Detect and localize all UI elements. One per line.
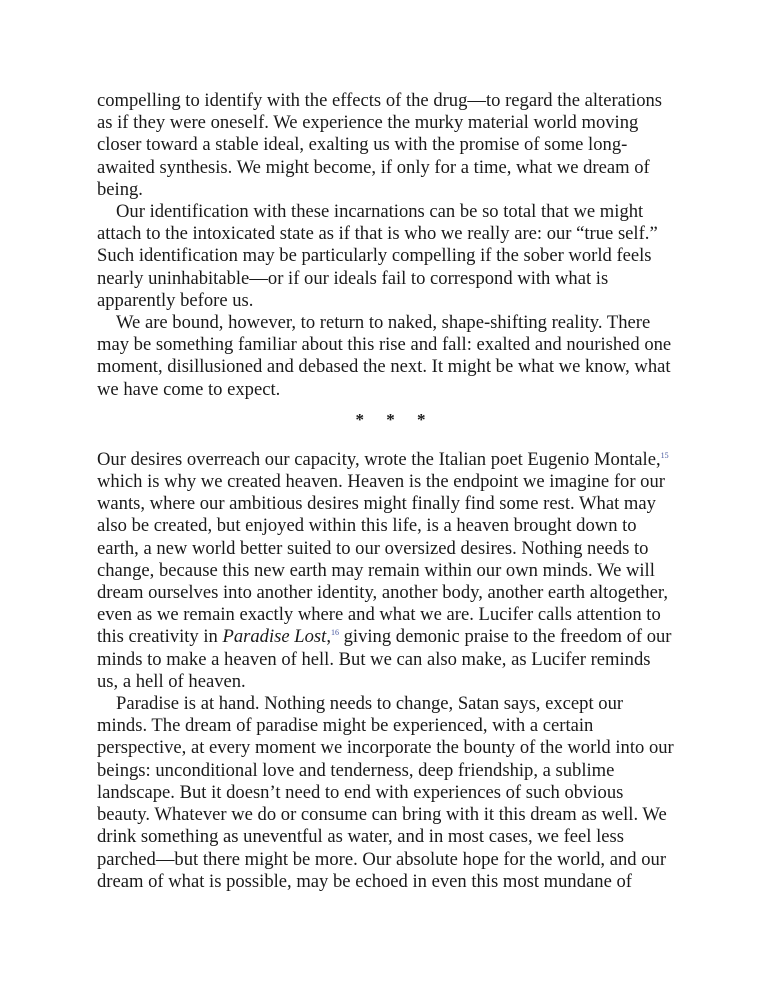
paragraph-3: We are bound, however, to return to naked, shape-shifting reality. There may be something familiar about this rise and fall: exalted and nourished one moment, disillusioned and debased the next. It might be what we know, what we have come to expect. — [97, 312, 672, 400]
paragraph-4-comma: , — [326, 626, 331, 648]
paragraph-4-text-a: Our desires overreach our capacity, wrote the Italian poet Eugenio Montale, — [97, 448, 661, 470]
section-separator: * * * — [355, 409, 435, 429]
paragraph-4-text-b: which is why we created heaven. Heaven is the endpoint we imagine for our wants, where our ambitious desires might finally find some rest. What may also be created, but enjoyed within this life, is a heaven brought down to earth, a new world better suited to our oversized desires. Nothing needs to change, because this new earth may remain within our own minds. We will dream ourselves into another identity, another body, another earth altogether, even as we remain exactly where and what we are. Lucifer calls attention to this creativity in — [97, 471, 668, 648]
paragraph-5: Paradise is at hand. Nothing needs to change, Satan says, except our minds. The dream of paradise might be experienced, with a certain perspective, at every moment we incorporate the bounty of the world into our beings: unconditional love and tenderness, deep friendship, a sublime landscape. But it doesn’t need to end with experiences of such obvious beauty. Whatever we do or consume can bring with it this dream as well. We drink something as uneventful as water, and in most cases, we feel less parched—but there might be more. Our absolute hope for the world, and our dream of what is possible, may be echoed in even this most mundane of — [97, 693, 674, 892]
paragraph-4-text-d: giving demonic praise to the freedom of our minds to make a heaven of hell. But we can also make, as Lucifer reminds us, a hell of heaven. — [97, 626, 672, 692]
page-body — [97, 90, 675, 893]
footnote-marker-16[interactable]: 16 — [330, 628, 339, 638]
paragraph-1: compelling to identify with the effects of the drug—to regard the alterations as if they were oneself. We experience the murky material world moving closer toward a stable ideal, exalting us with the promise of some long-awaited synthesis. We might become, if only for a time, what we dream of being. — [97, 90, 663, 200]
book-title-paradise-lost: Paradise Lost — [222, 626, 327, 648]
paragraph-2: Our identification with these incarnations can be so total that we might attach to the intoxicated state as if that is who we really are: our “true self.” Such identification may be particularly compelling if the sober world feels nearly uninhabitable—or if our ideals fail to correspond with what is apparently before us. — [97, 201, 658, 311]
paragraph-4 — [97, 449, 675, 693]
footnote-marker-15[interactable]: 15 — [660, 450, 669, 460]
